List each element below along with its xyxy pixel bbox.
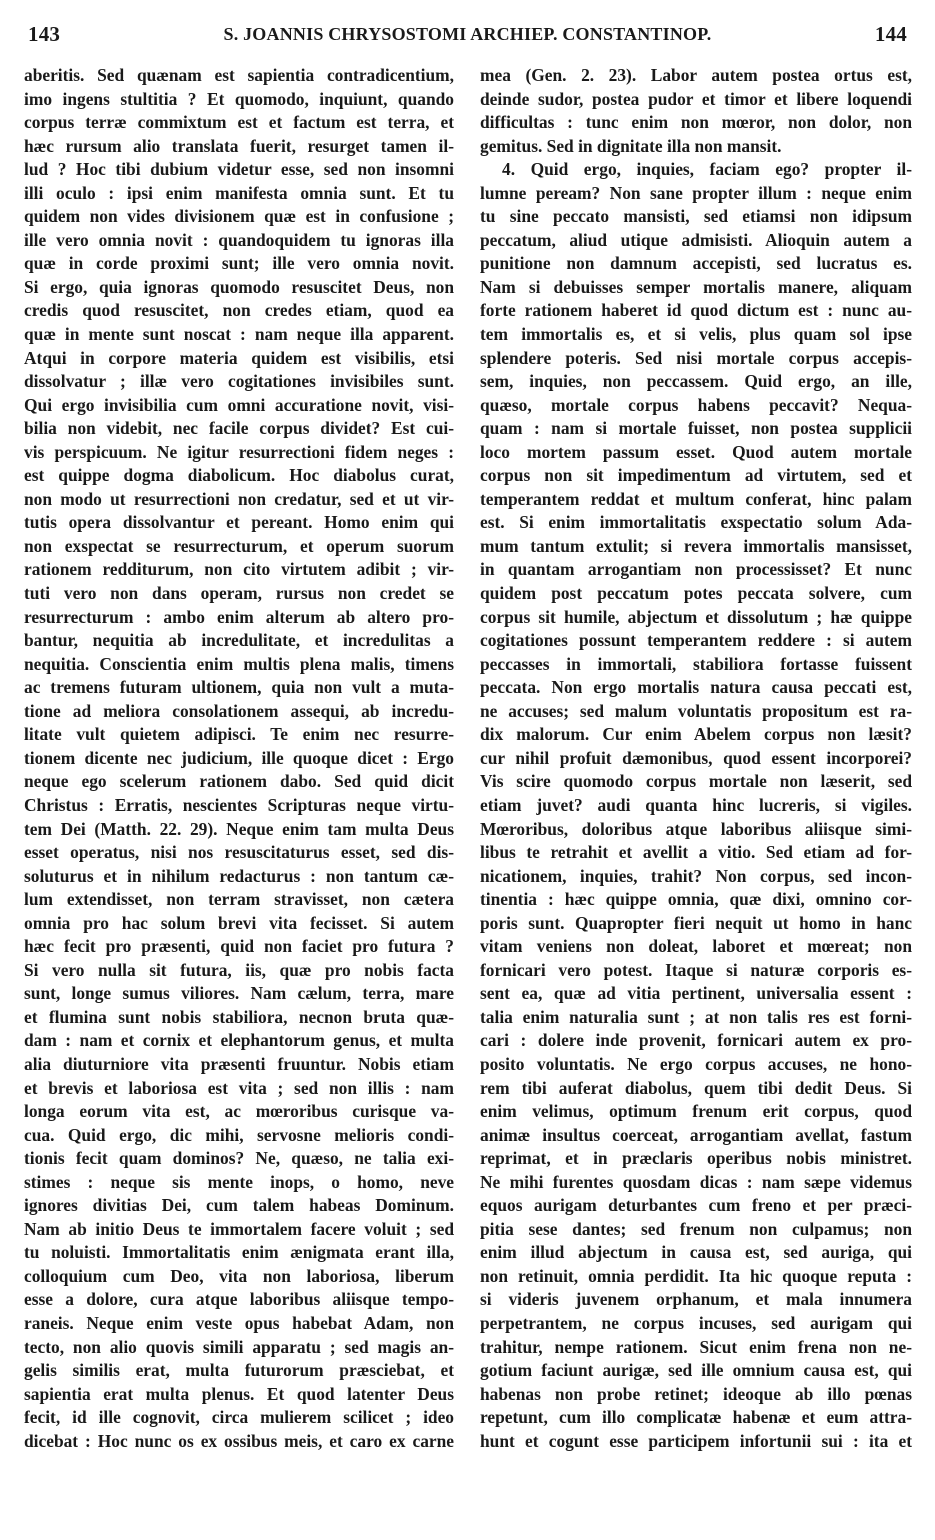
text-line: Nam si debuisses semper mortalis manere, aliquam: [480, 276, 912, 297]
text-line: Mœroribus, doloribus atque laboribus aliisque simi-: [480, 818, 912, 839]
text-line: peccatum, aliud utique admisisti. Alioquin autem a: [480, 229, 912, 250]
text-line: poris sunt. Quapropter fieri nequit ut homo in hanc: [480, 912, 912, 933]
text-line: splendere poteris. Sed nisi mortale corpus accepis-: [480, 347, 912, 368]
text-line: rem tibi auferat diabolus, quem tibi dedit Deus. Si: [480, 1077, 912, 1098]
text-line: quæso, mortale corpus habens peccavit? Nequa-: [480, 394, 912, 415]
text-line: rationem redditurum, non cito virtutem adibit ; vir-: [24, 559, 454, 580]
text-line: longa eorum vita est, ac mœroribus curisque va-: [24, 1101, 454, 1122]
text-line: quæ in mente sunt noscat : nam neque illa apparent.: [24, 324, 454, 345]
text-line: tecto, non alio quovis simili apparatu ; sed magis an-: [24, 1336, 454, 1357]
text-line: lud ? Hoc tibi dubium videtur esse, sed non insomni: [24, 159, 454, 180]
text-line: ne accuses; sed malum voluntatis propositum est ra-: [480, 700, 912, 721]
text-line: non retinuit, omnia perdidit. Ita hic quoque reputa :: [480, 1265, 912, 1286]
text-line: quam : nam si mortale fuisset, non postea supplicii: [480, 418, 912, 439]
text-line: bantur, nequitia ab incredulitate, et incredulitas a: [24, 630, 454, 651]
text-line: raneis. Neque enim veste opus habebat Adam, non: [24, 1312, 454, 1333]
text-line: dissolvatur ; illæ vero cogitationes invisibiles sunt.: [24, 371, 454, 392]
text-line: enim velimus, optimum frenum erit corpus, quod: [480, 1101, 912, 1122]
text-line: corpus terræ commixtum est et factum est terra, et: [24, 112, 454, 133]
running-title: S. JOANNIS CHRYSOSTOMI ARCHIEP. CONSTANTINOP.: [223, 24, 712, 44]
text-line: lum extendisset, non terram stravisset, non cætera: [24, 889, 454, 910]
text-line: et flumina sunt nobis stabiliora, necnon bruta quæ-: [24, 1006, 454, 1027]
page-number-right: 144: [874, 22, 907, 46]
text-line: resurrecturum : ambo enim alterum ab altero pro-: [24, 606, 454, 627]
text-line: tutis opera dissolvantur et pereant. Homo enim qui: [24, 512, 454, 533]
text-line: bilia non videbit, nec facile corpus dividet? Est cui-: [24, 418, 454, 439]
text-line: tuti vero non dans operam, rursus non credet se: [24, 583, 454, 604]
text-line: repetunt, cum illo complicatæ habenæ et eum attra-: [480, 1407, 912, 1428]
text-line: neque ego scelerum rationem dabo. Sed quid dicit: [24, 771, 454, 792]
text-line: nequitia. Conscientia enim multis plena malis, timens: [24, 653, 454, 674]
text-line: nicationem, inquies, trahit? Non corpus, sed incon-: [480, 865, 912, 886]
text-line: sent ea, quæ ad vitia pertinent, universalia essent :: [480, 983, 912, 1004]
text-line: est. Si enim immortalitatis exspectatio solum Ada-: [480, 512, 912, 533]
text-line: aberitis. Sed quænam est sapientia contradicentium,: [24, 65, 454, 85]
text-line: mum tantum extulit; si revera immortalis mansisset,: [480, 535, 912, 556]
text-line: equos aurigam deturbantes cum freno et per præci-: [480, 1195, 912, 1216]
text-line: corpus non sit impedimentum ad virtutem, sed et: [480, 465, 912, 486]
text-line: talia enim naturalia sunt ; at non talis res est forni-: [480, 1006, 912, 1027]
right-column: [480, 64, 912, 1453]
text-line: pitia sese dantes; sed frenum non culpamus; non: [480, 1218, 912, 1239]
text-line: peccata. Non ergo mortalis natura causa peccati est,: [480, 677, 912, 698]
text-line: Si ergo, quia ignoras quomodo resuscitet Deus, non: [24, 276, 454, 297]
text-line: dix malorum. Cur enim Abelem corpus non læsit?: [480, 724, 912, 745]
text-line: non exspectat se resurrecturum, et operum suorum: [24, 535, 454, 556]
text-line: hunt et cogunt esse participem infortunii sui : ita et: [480, 1430, 912, 1451]
text-line: illi oculo : ipsi enim manifesta omnia sunt. Et tu: [24, 182, 454, 203]
text-line: Christus : Erratis, nescientes Scripturas neque virtu-: [24, 794, 454, 815]
text-line: cua. Quid ergo, dic mihi, servosne melioris condi-: [24, 1124, 454, 1145]
text-line: esset operatus, nisi nos resuscitaturus esset, sed dis-: [24, 842, 454, 863]
text-line: reprimat, et in præclaris operibus nobis ministret.: [480, 1148, 912, 1169]
text-line: cur nihil profuit dæmonibus, quod essent incorporei?: [480, 747, 912, 768]
text-line: imo ingens stultitia ? Et quomodo, inquiunt, quando: [24, 88, 454, 109]
text-line: posito voluntatis. Ne ergo corpus accuses, ne hono-: [480, 1053, 912, 1074]
text-line: dicebat : Hoc nunc os ex ossibus meis, et caro ex carne: [24, 1430, 454, 1451]
text-line: omnia pro hac solum brevi vita fecisset. Si autem: [24, 912, 454, 933]
text-line: alia diuturniore vita præsenti fruuntur. Nobis etiam: [24, 1053, 454, 1074]
text-line: litate vult quietem adipisci. Te enim nec resurre-: [24, 724, 454, 745]
text-line: tem Dei (Matth. 22. 29). Neque enim tam multa Deus: [24, 818, 454, 839]
text-line: si videris juvenem orphanum, et mala innumera: [480, 1289, 912, 1310]
text-line: non modo ut resurrectioni non credatur, sed et ut vir-: [24, 488, 454, 509]
text-line: Si vero nulla sit futura, iis, quæ pro nobis facta: [24, 959, 454, 980]
text-line: punitione non damnum accepisti, sed lucratus es.: [480, 253, 912, 274]
text-line: quidem non vides divisionem quæ est in confusione ;: [24, 206, 454, 227]
text-line: vitam veniens non doleat, laboret et mœreat; non: [480, 936, 912, 957]
text-line: libus te retrahit et avellit a vitio. Sed etiam ad for-: [480, 842, 912, 863]
text-line: ac tremens futuram ultionem, quia non vult a muta-: [24, 677, 454, 698]
text-line: enim illud abjectum in causa est, sed auriga, qui: [480, 1242, 912, 1263]
text-line: est quippe dogma diabolicum. Hoc diabolus curat,: [24, 465, 454, 486]
text-line: corpus sit humile, abjectum et dissolutum ; hæ quippe: [480, 606, 912, 627]
text-line: forte rationem haberet id quod dictum est : nunc au-: [480, 300, 912, 321]
text-line: Nam ab initio Deus te immortalem facere voluit ; sed: [24, 1218, 454, 1239]
text-line: cogitationes possunt temperantem reddere : si autem: [480, 630, 912, 651]
text-line: loco mortem passum esset. Quod autem mortale: [480, 441, 912, 462]
text-line: trahitur, nempe rationem. Sicut enim frena non ne-: [480, 1336, 912, 1357]
text-line: tione ad meliora consolationem assequi, ab incredu-: [24, 700, 454, 721]
text-line: Qui ergo invisibilia cum omni accuratione novit, visi-: [24, 394, 454, 415]
text-line: tu sine peccato mansisti, sed etiamsi non idipsum: [480, 206, 912, 227]
running-header: [28, 22, 907, 58]
text-line: gemitus. Sed in dignitate illa non mansit.: [480, 135, 782, 156]
text-line: fornicari vero potest. Itaque si naturæ corporis es-: [480, 959, 912, 980]
text-line: lumne peream? Non sane propter illum : neque enim: [480, 182, 912, 203]
text-line: etiam juvet? audi quanta hinc lucreris, si vigiles.: [480, 794, 912, 815]
text-line: Vis scire quomodo corpus mortale non læserit, sed: [480, 771, 912, 792]
text-line: soluturus et in nihilum redacturus : non tantum cæ-: [24, 865, 454, 886]
text-line: tionem dicente nec judicium, ille quoque dicet : Ergo: [24, 747, 454, 768]
text-line: ignores divitias Dei, cum talem habeas Dominum.: [24, 1195, 454, 1216]
text-line: hæc rursum alio translata fuerit, resurget tamen il-: [24, 135, 454, 156]
text-line: tem immortalis es, et si velis, plus quam sol ipse: [480, 324, 912, 345]
text-line: peccasses in immortali, stabiliora fortasse fuissent: [480, 653, 912, 674]
text-line: vis perspicuum. Ne igitur resurrectioni fidem neges :: [24, 441, 454, 462]
text-line: tionis fecit quam dominos? Ne, quæso, ne talia exi-: [24, 1148, 454, 1169]
text-line: sem, inquies, non peccassem. Quid ergo, an ille,: [480, 371, 912, 392]
text-line: difficultas : tunc enim non mœror, non dolor, non: [480, 112, 912, 133]
text-line: stimes : neque sis mente inops, o homo, neve: [24, 1171, 454, 1192]
text-line: hæc fecit pro præsenti, quid non faciet pro futura ?: [24, 936, 454, 957]
text-line: perpetrantem, ne corpus incuses, sed aurigam qui: [480, 1312, 912, 1333]
page-number-left: 143: [28, 22, 61, 46]
text-line: tu noluisti. Immortalitatis enim ænigmata erant illa,: [24, 1242, 454, 1263]
text-line: fecit, id ille cognovit, circa mulierem scilicet ; ideo: [24, 1407, 454, 1428]
text-line: ille vero omnia novit : quandoquidem tu ignoras illa: [24, 229, 454, 250]
text-line: Atqui in corpore materia quidem est visibilis, etsi: [24, 347, 454, 368]
text-line: quidem post peccatum potes peccata solvere, cum: [480, 583, 912, 604]
text-line: quæ in corde proximi sunt; ille vero omnia novit.: [24, 253, 454, 274]
text-line: Ne mihi furentes quosdam dicas : nam sæpe videmus: [480, 1171, 912, 1192]
text-line: dam : nam et cornix et elephantorum genus, et multa: [24, 1030, 454, 1051]
text-line: et brevis et laboriosa est vita ; sed non illis : nam: [24, 1077, 454, 1098]
text-line: mea (Gen. 2. 23). Labor autem postea ortus est,: [480, 65, 912, 85]
text-line: in quantam arrogantiam non processisset? Et nunc: [480, 559, 912, 580]
text-line: esse a dolore, cura atque laboribus aliisque tempo-: [24, 1289, 454, 1310]
text-line: deinde sudor, postea pudor et timor et libere loquendi: [480, 88, 912, 109]
text-line: gelis similis erat, multa futurorum præsciebat, et: [24, 1360, 454, 1381]
text-line: 4. Quid ergo, inquies, faciam ego? propter il-: [502, 159, 912, 180]
text-line: sunt, longe sumus viliores. Nam cælum, terra, mare: [24, 983, 454, 1004]
text-line: sapientia erat multa plenus. Et quod latenter Deus: [24, 1383, 454, 1404]
text-line: tinentia : hæc quippe omnia, quæ dixi, omnino cor-: [480, 889, 912, 910]
text-line: cari : dolere inde provenit, fornicari autem ex pro-: [480, 1030, 912, 1051]
text-line: animæ insultus coerceat, arrogantiam avellat, fastum: [480, 1124, 912, 1145]
text-line: habenas non probe retinet; ideoque ab illo pœnas: [480, 1383, 912, 1404]
text-line: temperantem reddat et multum conferat, hinc palam: [480, 488, 912, 509]
left-column: [24, 64, 454, 1453]
text-line: gotium faciunt aurigæ, sed ille omnium causa est, qui: [480, 1360, 912, 1381]
text-line: credis quod resuscitet, non credes etiam, quod ea: [24, 300, 454, 321]
text-line: colloquium cum Deo, vita non laboriosa, liberum: [24, 1265, 454, 1286]
